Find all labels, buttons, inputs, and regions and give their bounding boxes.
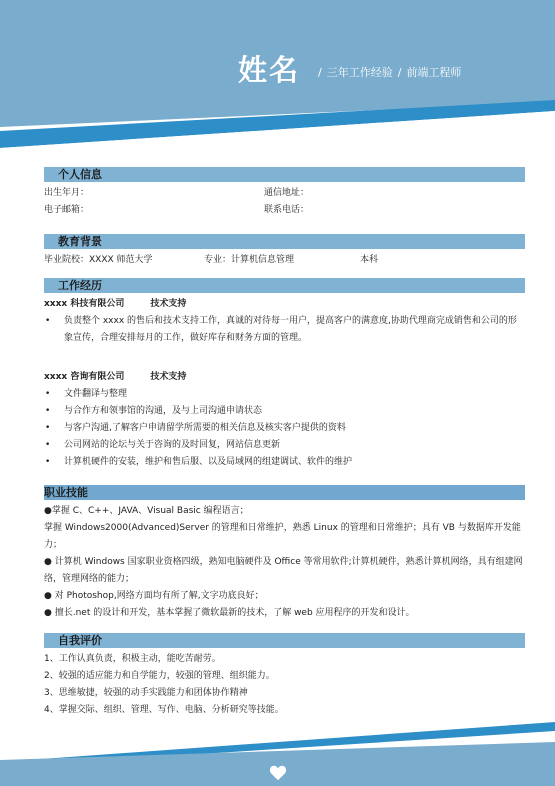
experience-years: 三年工作经验 — [326, 66, 393, 79]
evaluation-line: 4、掌握交际、组织、管理、写作、电脑、分析研究等技能。 — [44, 705, 284, 715]
evaluation-line: 2、较强的适应能力和自学能力，较强的管理、组织能力。 — [44, 671, 275, 681]
list-item: • 与客户沟通,了解客户申请留学所需要的相关信息及核实客户提供的资料 — [44, 420, 525, 437]
job-role: 技术支持 — [150, 372, 187, 382]
company-name: xxxx 科技有限公司 — [44, 299, 125, 309]
degree: 本科 — [360, 255, 379, 265]
evaluation-list — [44, 651, 525, 719]
birth-label: 出生年月： — [44, 188, 90, 198]
job-duties — [44, 386, 525, 471]
school: 毕业院校：XXXX 师范大学 — [44, 255, 153, 265]
evaluation-line: 1、工作认真负责，积极主动，能吃苦耐劳。 — [44, 654, 221, 664]
personal-row — [44, 202, 525, 219]
section-header-work — [44, 278, 525, 293]
job-duties — [44, 313, 525, 347]
resume-body — [44, 167, 525, 719]
section-header-personal — [44, 167, 525, 182]
section-title: 个人信息 — [58, 168, 102, 181]
skill-line: ● 擅长.net 的设计和开发，基本掌握了微软最新的技术，了解 web 应用程序的开发和设计。 — [44, 608, 415, 618]
resume-name: 姓名 — [238, 53, 301, 87]
email-label: 电子邮箱： — [44, 205, 90, 215]
personal-row — [44, 185, 525, 202]
list-item: • 计算机硬件的安装，维护和售后服、以及局域网的组建调试、软件的维护 — [44, 454, 525, 471]
job-role: 技术支持 — [150, 299, 187, 309]
list-item: • 与合作方和领事馆的沟通，及与上司沟通申请状态 — [44, 403, 525, 420]
company-heading — [44, 369, 525, 386]
evaluation-line: 3、思维敏捷，较强的动手实践能力和团体协作精神 — [44, 688, 248, 698]
major: 专业：计算机信息管理 — [204, 255, 295, 265]
section-header-education — [44, 234, 525, 249]
section-header-skills — [44, 485, 525, 500]
section-header-evaluation — [44, 633, 525, 648]
list-item: • 公司网站的论坛与关于咨询的及时回复，网站信息更新 — [44, 437, 525, 454]
section-title: 教育背景 — [58, 235, 102, 248]
company-name: xxxx 咨询有限公司 — [44, 372, 125, 382]
skill-line: 掌握 Windows2000(Advanced)Server 的管理和日常维护，熟悉 Linux 的管理和日常维护；具有 VB 与数据库开发能力； — [44, 523, 521, 550]
education-row — [44, 252, 525, 269]
job-title: 前端工程师 — [406, 66, 462, 79]
resume-subtitle: / 三年工作经验 / 前端工程师 — [318, 66, 462, 79]
skills-list — [44, 503, 525, 622]
heart-icon — [269, 765, 287, 781]
skill-line: ● 对 Photoshop,网络方面均有所了解,文字功底良好； — [44, 591, 264, 601]
section-title: 工作经历 — [58, 279, 102, 292]
section-title: 自我评价 — [58, 634, 102, 647]
list-item: • 负责整个 xxxx 的售后和技术支持工作，真诚的对待每一用户，提高客户的满意度,协助代理商完成销售和公司的形象宣传，合理安排每月的工作，做好库存和财务方面的管理。 — [44, 313, 525, 347]
skill-line: ●掌握 C、C++、JAVA、Visual Basic 编程语言； — [44, 506, 249, 516]
section-title: 职业技能 — [44, 486, 88, 499]
company-heading — [44, 296, 525, 313]
address-label: 通信地址： — [264, 188, 310, 198]
skill-line: ● 计算机 Windows 国家职业资格四级，熟知电脑硬件及 Office 等常用软件;计算机硬件，熟悉计算机网络，具有组建网络，管理网络的能力； — [44, 557, 523, 584]
phone-label: 联系电话： — [264, 205, 310, 215]
list-item: • 文件翻译与整理 — [44, 386, 525, 403]
